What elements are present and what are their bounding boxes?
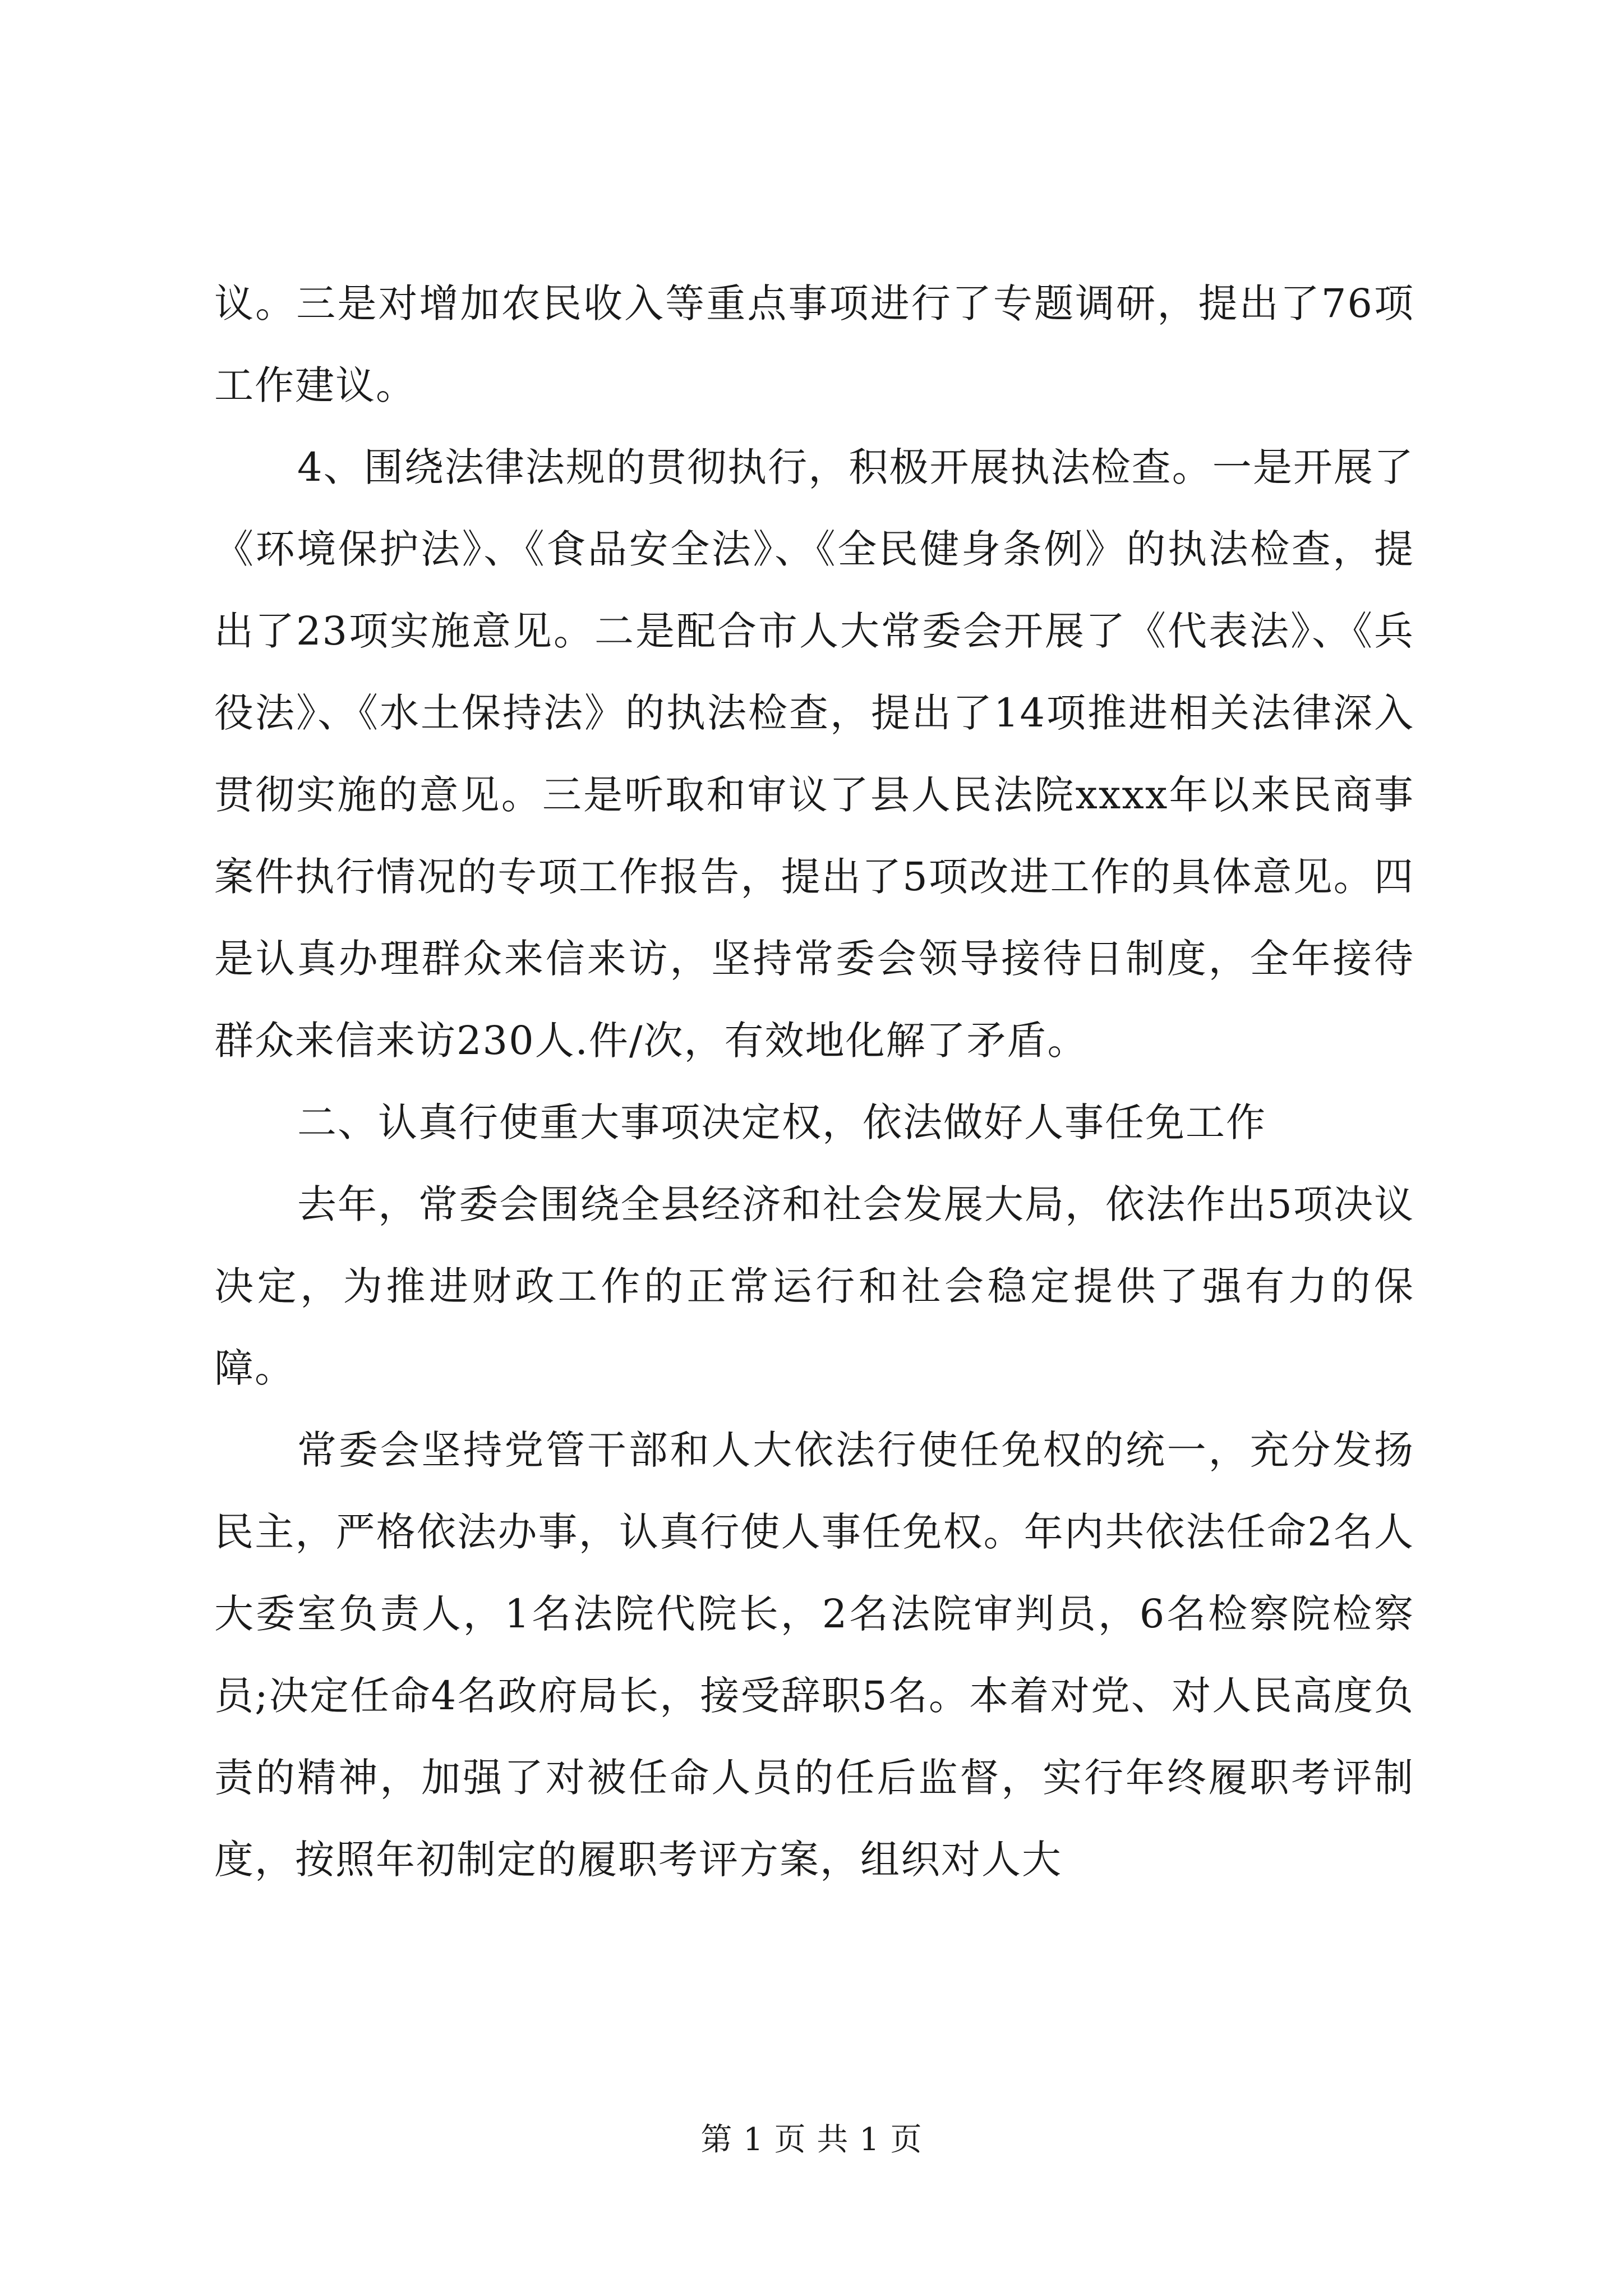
- page-footer: 第 1 页 共 1 页: [700, 2122, 923, 2158]
- paragraph-4: 去年，常委会围绕全县经济和社会发展大局，依法作出5项决议决定，为推进财政工作的正常运行和社会稳定提供了强有力的保障。: [214, 1181, 1414, 1391]
- section-heading: 二、认真行使重大事项决定权，依法做好人事任免工作: [297, 1099, 1266, 1145]
- document-body: [214, 263, 1414, 1901]
- paragraph-1: 议。三是对增加农民收入等重点事项进行了专题调研，提出了76项工作建议。: [214, 280, 1414, 408]
- paragraph-2: 4、围绕法律法规的贯彻执行，积极开展执法检查。一是开展了《环境保护法》、《食品安全法》、《全民健身条例》的执法检查，提出了23项实施意见。二是配合市人大常委会开展了《代表法》、《兵役法》、《水土保持法》的执法检查，提出了14项推进相关法律深入贯彻实施的意见。三是听取和审议了县人民法院xxxx年以来民商事案件执行情况的专项工作报告，提出了5项改进工作的具体意见。四是认真办理群众来信来访，坚持常委会领导接待日制度，全年接待群众来信来访230人.件/次，有效地化解了矛盾。: [214, 444, 1414, 1064]
- paragraph-5: 常委会坚持党管干部和人大依法行使任免权的统一，充分发扬民主，严格依法办事，认真行使人事任免权。年内共依法任命2名人大委室负责人，1名法院代院长，2名法院审判员，6名检察院检察员;决定任命4名政府局长，接受辞职5名。本着对党、对人民高度负责的精神，加强了对被任命人员的任后监督，实行年终履职考评制度，按照年初制定的履职考评方案，组织对人大: [214, 1427, 1414, 1883]
